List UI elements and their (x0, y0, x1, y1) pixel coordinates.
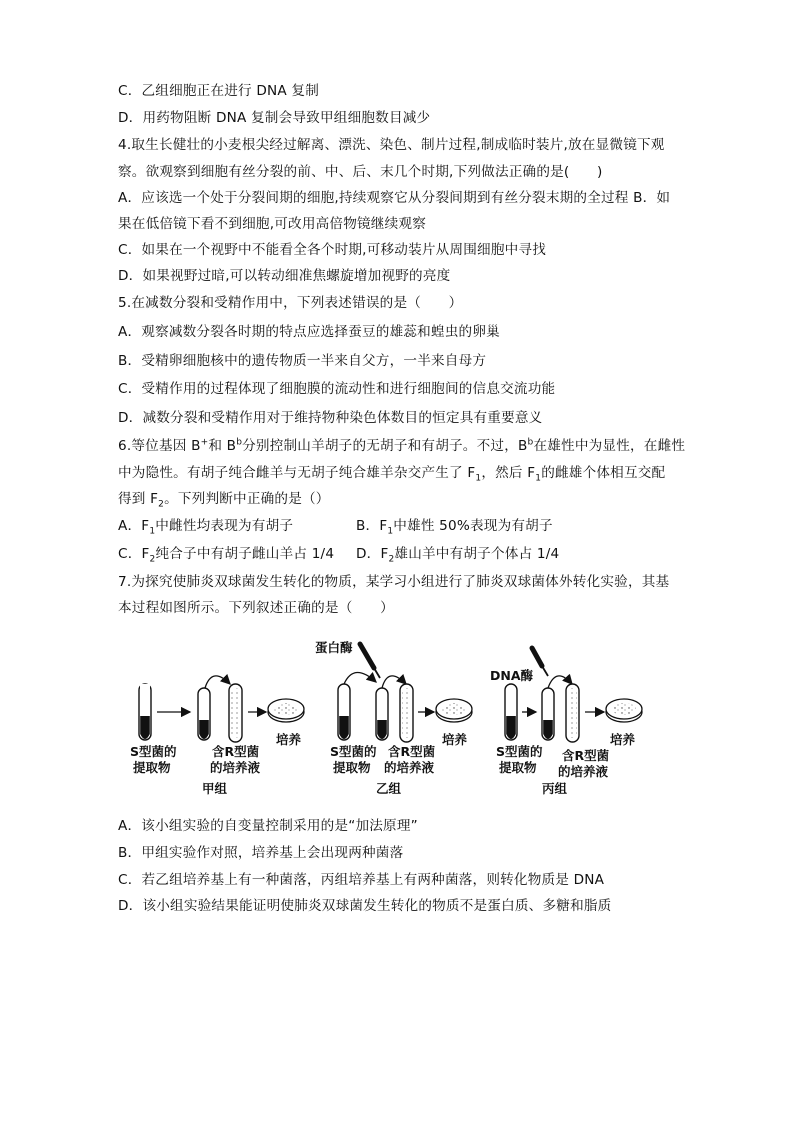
group-a-label: 甲组 (202, 781, 228, 796)
q5-option-a: A．观察减数分裂各时期的特点应选择蚕豆的雄蕊和蝗虫的卵巢 (118, 324, 500, 340)
medium-label-b-1: 含R型菌 (388, 744, 436, 759)
arrow-a-2 (205, 676, 230, 688)
q5-option-c: C．受精作用的过程体现了细胞膜的流动性和进行细胞间的信息交流功能 (118, 381, 556, 397)
mix-tube-c (542, 688, 554, 740)
arrow-b-1 (344, 672, 376, 684)
dnase-label: DNA酶 (490, 668, 534, 683)
dropper-c (532, 648, 548, 676)
extract-label-b-1: S型菌的 (330, 744, 377, 759)
q4-option-a-line-2: 果在低倍镜下看不到细胞,可改用高倍物镜继续观察 (118, 216, 426, 232)
q7-stem-line-2: 本过程如图所示。下列叙述正确的是（ ） (118, 600, 394, 616)
protease-label: 蛋白酶 (315, 640, 353, 655)
extract-label-a-1: S型菌的 (130, 744, 177, 759)
group-b-label: 乙组 (376, 781, 402, 796)
q7-stem-line-1: 7.为探究使肺炎双球菌发生转化的物质，某学习小组进行了肺炎双球菌体外转化实验，其基 (118, 574, 670, 590)
q3-option-d: D．用药物阻断 DNA 复制会导致甲组细胞数目减少 (118, 110, 431, 126)
q7-option-a: A．该小组实验的自变量控制采用的是“加法原理” (118, 818, 418, 834)
group-b (315, 640, 472, 796)
q6-stem-line-1: 6.等位基因 B+和 $B^b$分别控制山羊胡子的无胡子和有胡子。不过，$B^b$在雄性中为显性，在雌性 (118, 437, 686, 454)
q6-option-c: C．$F_2$纯合子中有胡子雌山羊占 1/4 (118, 546, 335, 565)
extract-tube-c (505, 684, 517, 740)
petri-dish-b (436, 699, 472, 722)
medium-label-c-2: 的培养液 (558, 764, 609, 779)
group-c (490, 648, 642, 796)
q6-stem-line-2: 中为隐性。有胡子纯合雌羊与无胡子纯合雄羊杂交产生了 $F_1$，然后 $F_1$的雌雄个体相互交配 (118, 465, 666, 484)
q7-option-d: D．该小组实验结果能证明使肺炎双球菌发生转化的物质不是蛋白质、多糖和脂质 (118, 898, 612, 914)
extract-label-c-2: 提取物 (499, 760, 537, 775)
extract-label-b-2: 提取物 (333, 760, 371, 775)
q6-options-row-2 (118, 545, 678, 563)
group-c-label: 丙组 (542, 781, 568, 796)
q7-option-b: B．甲组实验作对照，培养基上会出现两种菌落 (118, 845, 404, 861)
q4-stem-line-2: 察。欲观察到细胞有丝分裂的前、中、后、末几个时期,下列做法正确的是( ) (118, 164, 603, 180)
medium-label-b-2: 的培养液 (384, 760, 435, 775)
medium-label-c-1: 含R型菌 (562, 748, 610, 763)
q6-options-row-1 (118, 517, 678, 535)
q4-stem-line-1: 4.取生长健壮的小麦根尖经过解离、漂洗、染色、制片过程,制成临时装片,放在显微镜下观 (118, 137, 665, 153)
petri-dish-a (268, 699, 304, 722)
q6-stem-line-3: 得到 $F_2$。下列判断中正确的是（） (118, 491, 330, 510)
q6-option-b: B．$F_1$中雄性 50%表现为有胡子 (356, 518, 553, 537)
q5-option-d: D．减数分裂和受精作用对于维持物种染色体数目的恒定具有重要意义 (118, 410, 543, 426)
extract-tube-a (139, 684, 151, 740)
q5-stem: 5.在减数分裂和受精作用中，下列表述错误的是（ ） (118, 295, 463, 311)
q4-option-c: C．如果在一个视野中不能看全各个时期,可移动装片从周围细胞中寻找 (118, 242, 547, 258)
culture-label-b: 培养 (442, 732, 468, 747)
q4-option-d: D．如果视野过暗,可以转动细准焦螺旋增加视野的亮度 (118, 268, 451, 284)
mix-tube-a (198, 688, 210, 740)
medium-label-a-1: 含R型菌 (212, 744, 260, 759)
medium-tube-a (229, 684, 242, 742)
q3-option-c: C．乙组细胞正在进行 DNA 复制 (118, 83, 319, 99)
medium-label-a-2: 的培养液 (210, 760, 261, 775)
transformation-experiment-figure (130, 636, 670, 802)
medium-tube-c (566, 684, 579, 742)
q6-option-d: D．$F_2$雄山羊中有胡子个体占 1/4 (356, 546, 560, 565)
extract-label-c-1: S型菌的 (496, 744, 543, 759)
q5-option-b: B．受精卵细胞核中的遗传物质一半来自父方，一半来自母方 (118, 353, 487, 369)
q6-option-a: A．$F_1$中雌性均表现为有胡子 (118, 518, 294, 537)
extract-tube-b (338, 684, 350, 740)
mix-tube-b (376, 688, 388, 740)
q4-option-a-line-1: A．应该选一个处于分裂间期的细胞,持续观察它从分裂间期到有丝分裂末期的全过程 B．如 (118, 190, 671, 206)
q7-option-c: C．若乙组培养基上有一种菌落，丙组培养基上有两种菌落，则转化物质是 DNA (118, 872, 605, 888)
culture-label-c: 培养 (610, 732, 636, 747)
petri-dish-c (606, 699, 642, 722)
medium-tube-b (400, 684, 413, 742)
extract-label-a-2: 提取物 (133, 760, 171, 775)
group-a (130, 676, 304, 796)
culture-label-a: 培养 (276, 732, 302, 747)
